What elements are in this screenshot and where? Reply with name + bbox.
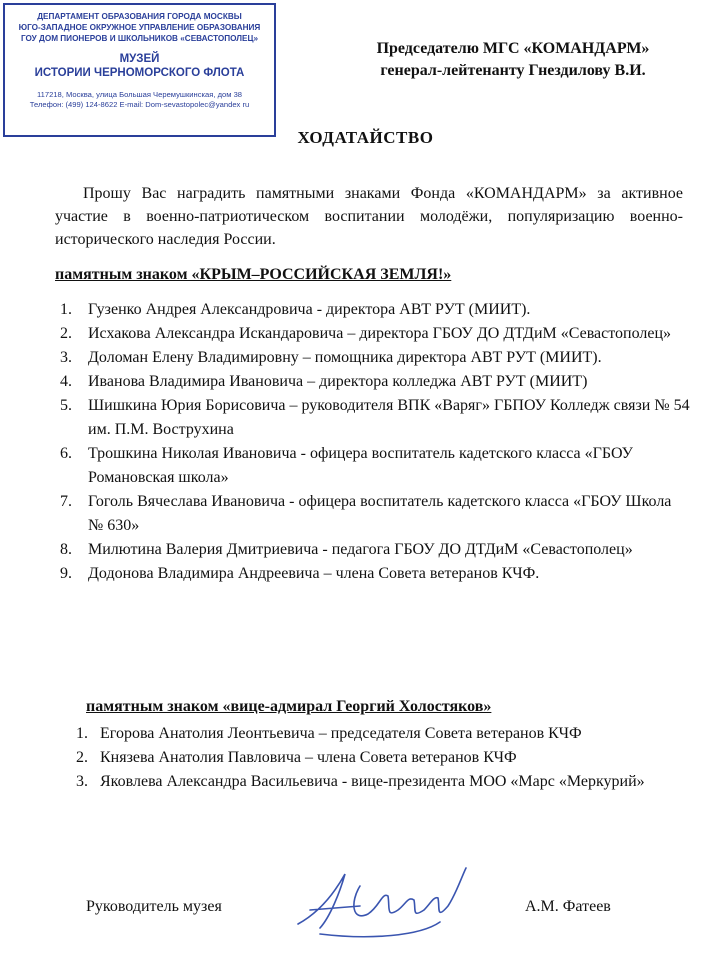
stamp-line-1: ДЕПАРТАМЕНТ ОБРАЗОВАНИЯ ГОРОДА МОСКВЫ xyxy=(37,12,242,21)
list-item xyxy=(60,370,690,394)
list-item xyxy=(76,770,691,794)
item-text: Шишкина Юрия Борисовича – руководителя ВПК «Варяг» ГБПОУ Колледж связи № 54 им. П.М. Вострухина xyxy=(88,397,690,438)
addressee-line-1: Председателю МГС «КОМАНДАРМ» xyxy=(376,40,650,57)
stamp-contacts: Телефон: (499) 124-8622 E-mail: Dom-sevastopolec@yandex ru xyxy=(29,100,250,109)
intro-paragraph: Прошу Вас наградить памятными знаками Фонда «КОМАНДАРМ» за активное участие в военно-патриотическом воспитании молодёжи, популяризацию военно-исторического наследия России. xyxy=(55,185,683,248)
item-text: Егорова Анатолия Леонтьевича – председателя Совета ветеранов КЧФ xyxy=(100,725,582,742)
item-number: 2. xyxy=(60,325,72,342)
list-item xyxy=(60,442,690,490)
list-item xyxy=(60,322,690,346)
item-number: 3. xyxy=(60,349,72,366)
item-number: 1. xyxy=(76,725,88,742)
item-text: Иванова Владимира Ивановича – директора колледжа АВТ РУТ (МИИТ) xyxy=(88,373,588,390)
item-number: 7. xyxy=(60,493,72,510)
section1-heading: памятным знаком «КРЫМ–РОССИЙСКАЯ ЗЕМЛЯ!» xyxy=(55,266,452,283)
list-item xyxy=(60,538,690,562)
item-number: 3. xyxy=(76,773,88,790)
item-text: Милютина Валерия Дмитриевича - педагога ГБОУ ДО ДТДиМ «Севастополец» xyxy=(88,541,633,558)
stamp-line-2: ЮГО-ЗАПАДНОЕ ОКРУЖНОЕ УПРАВЛЕНИЕ ОБРАЗОВАНИЯ xyxy=(18,23,261,32)
item-text: Гузенко Андрея Александровича - директора АВТ РУТ (МИИТ). xyxy=(88,301,531,318)
list-item xyxy=(60,394,690,442)
stamp-line-3: ГОУ ДОМ ПИОНЕРОВ И ШКОЛЬНИКОВ «СЕВАСТОПОЛЕЦ» xyxy=(20,34,259,43)
item-number: 6. xyxy=(60,445,72,462)
addressee xyxy=(343,38,683,82)
item-number: 2. xyxy=(76,749,88,766)
addressee-line-2: генерал-лейтенанту Гнездилову В.И. xyxy=(380,62,646,79)
item-text: Яковлева Александра Васильевича - вице-президента МОО «Марс «Меркурий» xyxy=(100,773,645,790)
institution-stamp xyxy=(3,3,276,137)
title-text: ХОДАТАЙСТВО xyxy=(297,128,434,147)
list-item xyxy=(76,722,691,746)
item-number: 5. xyxy=(60,397,72,414)
list-item xyxy=(76,746,691,770)
item-number: 8. xyxy=(60,541,72,558)
item-number: 9. xyxy=(60,565,72,582)
item-text: Трошкина Николая Ивановича - офицера воспитатель кадетского класса «ГБОУ Романовская школа» xyxy=(88,445,633,486)
document-title xyxy=(0,128,725,148)
signatory-name: А.М. Фатеев xyxy=(525,898,611,915)
list-item xyxy=(60,562,690,586)
item-text: Исхакова Александра Искандаровича – директора ГБОУ ДО ДТДиМ «Севастополец» xyxy=(88,325,672,342)
list-item xyxy=(60,346,690,370)
signatory-role: Руководитель музея xyxy=(86,898,222,915)
item-number: 4. xyxy=(60,373,72,390)
list-item xyxy=(60,298,690,322)
item-text: Князева Анатолия Павловича – члена Совета ветеранов КЧФ xyxy=(100,749,517,766)
item-number: 1. xyxy=(60,301,72,318)
stamp-address: 117218, Москва, улица Большая Черемушкинская, дом 38 xyxy=(36,90,243,99)
stamp-museum-title: МУЗЕЙ xyxy=(119,53,160,65)
list-item xyxy=(60,490,690,538)
section2-heading: памятным знаком «вице-адмирал Георгий Холостяков» xyxy=(86,698,492,715)
stamp-museum-subtitle: ИСТОРИИ ЧЕРНОМОРСКОГО ФЛОТА xyxy=(34,67,245,79)
section2-list xyxy=(76,722,691,794)
item-text: Гоголь Вячеслава Ивановича - офицера воспитатель кадетского класса «ГБОУ Школа № 630» xyxy=(88,493,672,534)
item-text: Додонова Владимира Андреевича – члена Совета ветеранов КЧФ. xyxy=(88,565,540,582)
handwritten-signature xyxy=(290,862,470,942)
item-text: Доломан Елену Владимировну – помощника директора АВТ РУТ (МИИТ). xyxy=(88,349,602,366)
section1-list xyxy=(60,298,690,586)
